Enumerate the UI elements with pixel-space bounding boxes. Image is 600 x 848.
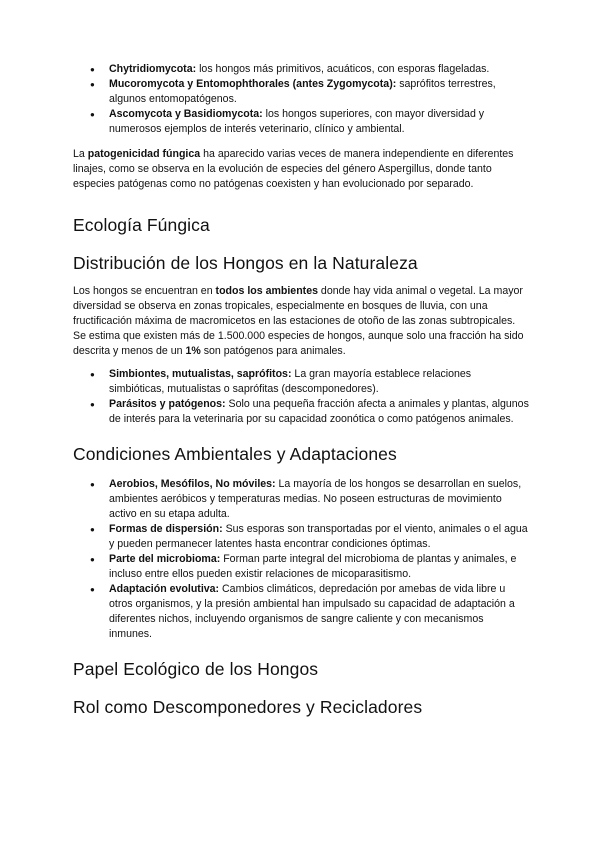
list-item-text: Forman parte integral del microbioma de plantas y animales, e incluso entre ellos pueden existir relaciones de micoparasitismo. [109,553,517,580]
list-item [109,367,529,397]
list-item-text: los hongos superiores, con mayor diversidad y numerosos ejemplos de interés veterinario, clínico y ambiental. [109,108,485,135]
section-heading-ecologia: Ecología Fúngica [73,215,210,235]
bold-term: patogenicidad fúngica [87,148,201,160]
distribution-paragraph: Los hongos se encuentran en todos los ambientes donde hay vida animal o vegetal. La mayor diversidad se observa en zonas tropicales, especialmente en bosques de lluvia, con una fructificación máxima de macromicetos en las estaciones de otoño de las zonas subtropicales. Se estima que existen más de 1.500.000 especies de hongos, aunque solo una fracción ha sido descrita y menos de un 1% son patógenos para animales. [73,285,524,357]
list-item-term: Formas de dispersión: [109,523,223,535]
list-item-text: saprófitos terrestres, algunos entomopatógenos. [109,78,496,105]
list-item-text: Sus esporas son transportadas por el viento, animales o el agua y pueden permanecer latentes hasta encontrar condiciones óptimas. [109,523,528,550]
list-item-term: Parte del microbioma: [109,553,221,565]
list-item [109,582,529,642]
list-item [109,107,529,137]
fungal-groups-list [73,62,529,137]
list-item [109,477,529,522]
list-item-term: Ascomycota y Basidiomycota: [109,108,263,120]
document-page [73,62,529,718]
bold-term: todos los ambientes [215,285,318,297]
list-item [109,62,529,77]
list-item-term: Chytridiomycota: [109,63,197,75]
list-item-text: los hongos más primitivos, acuáticos, con esporas flageladas. [196,63,490,75]
distribution-list [73,367,529,427]
section-heading-distribucion: Distribución de los Hongos en la Naturaleza [73,253,418,273]
list-item-term: Simbiontes, mutualistas, saprófitos: [109,368,292,380]
section-heading-papel: Papel Ecológico de los Hongos [73,659,319,679]
list-item-text: La mayoría de los hongos se desarrollan en suelos, ambientes aeróbicos y temperaturas medias. No poseen estructuras de movimiento activo en su etapa adulta. [109,478,522,520]
list-item-text: Cambios climáticos, depredación por amebas de vida libre u otros organismos, y la presión ambiental han impulsado su capacidad de adaptación a diferentes nichos, incluyendo organismos de sangre caliente y con mecanismos inmunes. [109,583,515,640]
list-item-term: Aerobios, Mesófilos, No móviles: [109,478,276,490]
pathogenicity-paragraph: La patogenicidad fúngica ha aparecido varias veces de manera independiente en diferentes linajes, como se observa en la evolución de especies del género Aspergillus, donde tanto especies patógenas como no patógenas coexisten y han evolucionado por separado. [73,148,514,190]
section-heading-rol: Rol como Descomponedores y Recicladores [73,697,423,717]
section-heading-condiciones: Condiciones Ambientales y Adaptaciones [73,444,397,464]
list-item-term: Mucoromycota y Entomophthorales (antes Zygomycota): [109,78,397,90]
list-item-text: La gran mayoría establece relaciones simbióticas, mutualistas o saprófitas (descomponedores). [109,368,472,395]
list-item [109,552,529,582]
list-item [109,397,529,427]
list-item-text: Solo una pequeña fracción afecta a animales y plantas, algunos de interés para la veterinaria por su capacidad zoonótica o como patógenos animales. [109,398,529,425]
conditions-list [73,477,529,642]
list-item-term: Parásitos y patógenos: [109,398,226,410]
list-item [109,77,529,107]
list-item-term: Adaptación evolutiva: [109,583,220,595]
list-item [109,522,529,552]
bold-term: 1% [185,345,201,357]
